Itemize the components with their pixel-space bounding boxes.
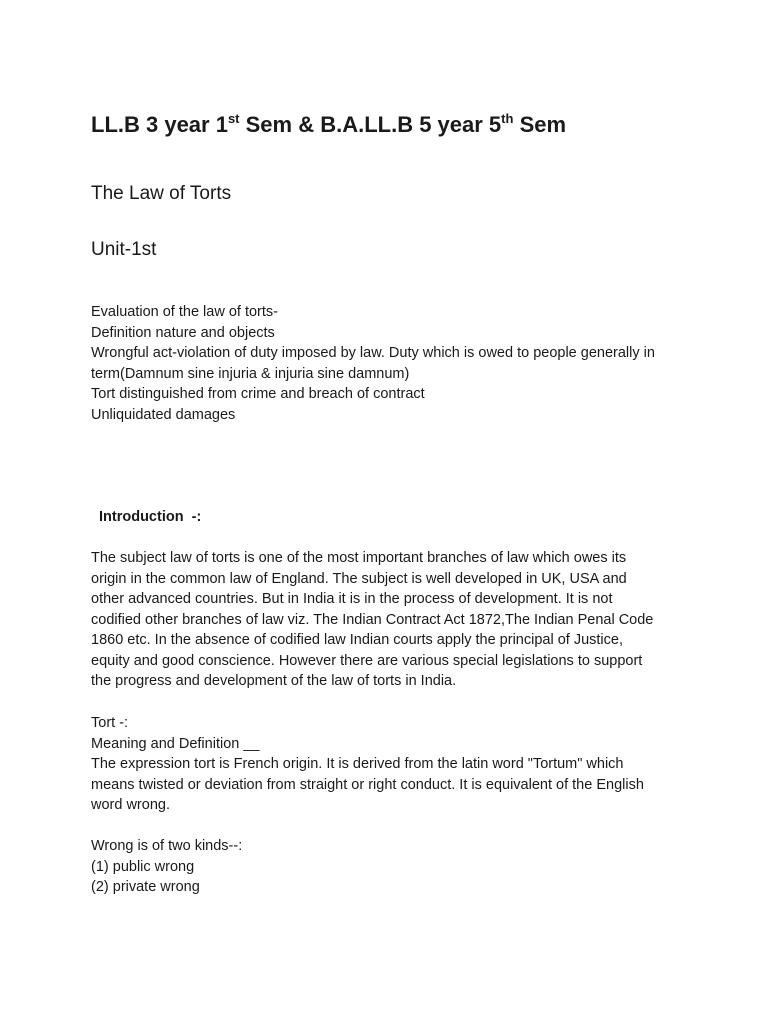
introduction-heading: Introduction -:: [99, 509, 202, 525]
paragraph-line: other advanced countries. But in India it is in the process of development. It is not: [91, 591, 613, 607]
introduction-paragraph: [91, 548, 691, 692]
subject-title: The Law of Torts: [91, 183, 232, 204]
syllabus-item: term(Damnum sine injuria & injuria sine damnum): [91, 365, 410, 382]
paragraph-line: The expression tort is French origin. It is derived from the latin word "Tortum" which: [91, 756, 624, 772]
paragraph-line: means twisted or deviation from straight or right conduct. It is equivalent of the English: [91, 776, 644, 793]
paragraph-line: equity and good conscience. However there are various special legislations to support: [91, 652, 643, 669]
heading-superscript-1: st: [227, 111, 240, 126]
unit-title: Unit-1st: [91, 239, 157, 260]
syllabus-item: Unliquidated damages: [91, 406, 236, 423]
syllabus-item: Tort distinguished from crime and breach of contract: [91, 386, 425, 402]
paragraph-line: origin in the common law of England. The subject is well developed in UK, USA and: [91, 570, 627, 587]
heading-superscript-2: th: [501, 111, 514, 126]
heading-text-2: Sem & B.A.LL.B 5 year 5: [239, 112, 502, 137]
paragraph-line: (2) private wrong: [91, 879, 200, 895]
paragraph-line: word wrong.: [91, 797, 170, 813]
syllabus-item: Evaluation of the law of torts-: [91, 304, 278, 320]
paragraph-line: Tort -:: [91, 715, 129, 731]
tort-definition-paragraph: [91, 713, 691, 816]
paragraph-line: 1860 etc. In the absence of codified law Indian courts apply the principal of Justice,: [91, 632, 623, 648]
heading-text-1: LL.B 3 year 1: [91, 112, 228, 137]
syllabus-item: Definition nature and objects: [91, 324, 275, 341]
heading-text-3: Sem: [513, 112, 567, 137]
course-heading: [91, 110, 566, 140]
paragraph-line: Meaning and Definition __: [91, 735, 260, 752]
paragraph-line: codified other branches of law viz. The Indian Contract Act 1872,The Indian Penal Code: [91, 611, 654, 628]
paragraph-line: (1) public wrong: [91, 858, 195, 875]
wrong-kinds-paragraph: [91, 836, 691, 898]
paragraph-line: the progress and development of the law of torts in India.: [91, 673, 457, 689]
paragraph-line: Wrong is of two kinds--:: [91, 838, 243, 854]
paragraph-line: The subject law of torts is one of the most important branches of law which owes its: [91, 550, 627, 566]
syllabus-item: Wrongful act-violation of duty imposed by law. Duty which is owed to people generally in: [91, 345, 655, 361]
syllabus-list: [91, 302, 691, 425]
